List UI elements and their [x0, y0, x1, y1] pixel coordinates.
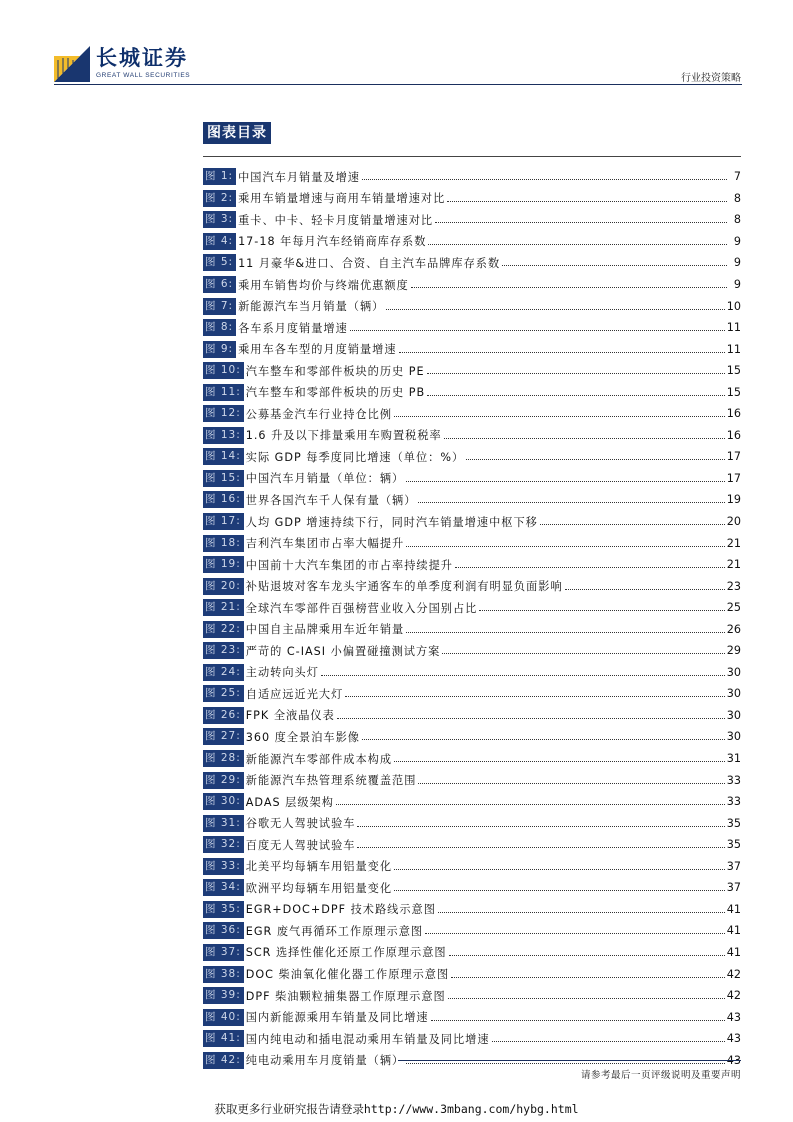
- toc-dot-leader: [427, 395, 725, 396]
- toc-entry[interactable]: [203, 446, 741, 468]
- toc-entry-label: 图 42:: [203, 1052, 244, 1069]
- toc-entry-title: EGR+DOC+DPF 技术路线示意图: [245, 903, 436, 917]
- toc-entry-label: 图 7:: [203, 298, 236, 315]
- toc-entry-title: 乘用车各车型的月度销量增速: [238, 343, 397, 357]
- toc-entry-title: 中国汽车月销量（单位：辆）: [245, 472, 405, 486]
- toc-entry-title: 1.6 升及以下排量乘用车购置税税率: [245, 429, 442, 443]
- toc-dot-leader: [451, 977, 725, 978]
- toc-entry-title: 汽车整车和零部件板块的历史 PB: [245, 386, 426, 400]
- toc-entry-title: 自适应远近光大灯: [245, 687, 344, 701]
- company-logo-icon: [54, 46, 90, 82]
- toc-entry-label: 图 29:: [203, 772, 244, 789]
- toc-entry-title: 纯电动乘用车月度销量（辆）: [245, 1054, 405, 1068]
- toc-entry-page: 29: [726, 644, 741, 658]
- toc-entry-page: 11: [726, 342, 741, 356]
- figure-toc-list: [203, 166, 741, 1071]
- toc-title: 图表目录: [203, 122, 271, 144]
- toc-entry-label: 图 35:: [203, 901, 244, 918]
- toc-entry-page: 30: [726, 708, 741, 722]
- toc-dot-leader: [492, 1041, 725, 1042]
- toc-dot-leader: [336, 804, 725, 805]
- toc-entry-label: 图 20:: [203, 578, 244, 595]
- toc-entry-label: 图 16:: [203, 491, 244, 508]
- toc-entry-label: 图 9:: [203, 341, 236, 358]
- toc-dot-leader: [449, 955, 725, 956]
- toc-entry-page: 10: [726, 299, 741, 313]
- toc-dot-leader: [418, 783, 724, 784]
- toc-entry-page: 37: [726, 881, 741, 895]
- toc-entry-page: 16: [726, 428, 741, 442]
- toc-entry-title: 百度无人驾驶试验车: [245, 838, 356, 852]
- toc-entry-page: 26: [726, 622, 741, 636]
- toc-entry-title: 公募基金汽车行业持仓比例: [245, 407, 393, 421]
- toc-entry-page: 33: [726, 773, 741, 787]
- toc-entry-title: 国内纯电动和插电混动乘用车销量及同比增速: [245, 1032, 490, 1046]
- toc-dot-leader: [362, 179, 727, 180]
- header-divider: [54, 84, 742, 85]
- toc-entry-title: 吉利汽车集团市占率大幅提升: [245, 537, 405, 551]
- toc-entry-page: 35: [726, 838, 741, 852]
- toc-entry-label: 图 11:: [203, 384, 244, 401]
- brand-name-cn: 长城证券: [96, 45, 188, 70]
- toc-entry[interactable]: [203, 748, 741, 770]
- toc-entry-page: 16: [726, 407, 741, 421]
- toc-entry[interactable]: [203, 899, 741, 921]
- toc-dot-leader: [479, 610, 724, 611]
- toc-dot-leader: [540, 524, 725, 525]
- toc-entry-title: 17-18 年每月汽车经销商库存系数: [238, 235, 427, 249]
- toc-entry[interactable]: [203, 597, 741, 619]
- toc-dot-leader: [418, 502, 724, 503]
- toc-entry-label: 图 12:: [203, 405, 244, 422]
- toc-entry[interactable]: [203, 338, 741, 360]
- toc-dot-leader: [466, 459, 725, 460]
- toc-entry[interactable]: [203, 188, 741, 210]
- toc-entry-page: 9: [733, 278, 741, 291]
- toc-dot-leader: [565, 589, 725, 590]
- toc-entry[interactable]: [203, 963, 741, 985]
- toc-entry-title: 中国汽车月销量及增速: [238, 170, 360, 184]
- toc-entry[interactable]: [203, 511, 741, 533]
- toc-entry-title: 各车系月度销量增速: [238, 321, 348, 335]
- toc-entry-title: 欧洲平均每辆车用铝量变化: [245, 881, 393, 895]
- brand-name-en: GREAT WALL SECURITIES: [96, 72, 191, 79]
- toc-entry-page: 42: [726, 967, 741, 981]
- toc-dot-leader: [427, 373, 725, 374]
- toc-entry-label: 图 37:: [203, 944, 244, 961]
- toc-entry-title: 11 月豪华&进口、合资、自主汽车品牌库存系数: [238, 256, 501, 270]
- toc-entry-title: 360 度全景泊车影像: [245, 730, 360, 744]
- toc-entry-title: 乘用车销量增速与商用车销量增速对比: [238, 192, 446, 206]
- toc-entry-page: 41: [726, 924, 741, 938]
- toc-entry[interactable]: [203, 425, 741, 447]
- toc-entry[interactable]: [203, 554, 741, 576]
- toc-entry-title: 全球汽车零部件百强榜营业收入分国别占比: [245, 601, 478, 615]
- toc-entry-label: 图 17:: [203, 513, 244, 530]
- toc-entry-page: 30: [726, 665, 741, 679]
- toc-dot-leader: [399, 352, 725, 353]
- toc-entry-title: 新能源汽车当月销量（辆）: [238, 300, 385, 314]
- toc-entry-page: 23: [726, 579, 741, 593]
- toc-entry-label: 图 31:: [203, 815, 244, 832]
- toc-entry-label: 图 6:: [203, 276, 236, 293]
- toc-entry-page: 31: [726, 752, 741, 766]
- toc-entry-page: 37: [726, 859, 741, 873]
- toc-entry-label: 图 22:: [203, 621, 244, 638]
- toc-entry-page: 9: [733, 234, 741, 248]
- toc-entry[interactable]: [203, 791, 741, 813]
- toc-entry[interactable]: [203, 856, 741, 878]
- toc-entry-label: 图 40:: [203, 1009, 244, 1026]
- toc-entry-page: 43: [726, 1010, 741, 1024]
- toc-entry-label: 图 15:: [203, 470, 244, 487]
- toc-entry-page: 17: [726, 450, 741, 464]
- toc-entry[interactable]: [203, 877, 741, 899]
- toc-entry-page: 25: [726, 601, 741, 615]
- toc-entry-page: 43: [726, 1032, 741, 1046]
- toc-dot-leader: [357, 826, 724, 827]
- toc-entry-title: DPF 柴油颗粒捕集器工作原理示意图: [245, 989, 446, 1003]
- toc-entry-page: 30: [726, 730, 741, 744]
- report-type: 行业投资策略: [681, 73, 741, 84]
- toc-entry-page: 43: [726, 1053, 741, 1067]
- toc-dot-leader: [435, 222, 727, 223]
- toc-entry[interactable]: [203, 274, 741, 296]
- toc-dot-leader: [406, 546, 725, 547]
- toc-entry-label: 图 1:: [203, 168, 236, 185]
- toc-entry-label: 图 8:: [203, 319, 236, 336]
- toc-entry-label: 图 5:: [203, 254, 236, 271]
- toc-entry-label: 图 30:: [203, 793, 244, 810]
- toc-entry[interactable]: [203, 1006, 741, 1028]
- toc-entry[interactable]: [203, 662, 741, 684]
- toc-entry[interactable]: [203, 705, 741, 727]
- bottom-ad-link[interactable]: 获取更多行业研究报告请登录http://www.3mbang.com/hybg.html: [214, 1102, 579, 1116]
- toc-entry[interactable]: [203, 468, 741, 490]
- toc-entry[interactable]: [203, 942, 741, 964]
- toc-title-divider: [203, 156, 741, 157]
- footer-divider: [398, 1060, 741, 1061]
- toc-entry-page: 33: [726, 795, 741, 809]
- toc-entry-title: 补贴退坡对客车龙头宇通客车的单季度利润有明显负面影响: [245, 580, 563, 594]
- toc-entry-label: 图 26:: [203, 707, 244, 724]
- toc-entry-label: 图 27:: [203, 728, 244, 745]
- toc-entry-title: 实际 GDP 每季度同比增速（单位：%）: [245, 450, 465, 464]
- toc-dot-leader: [357, 847, 724, 848]
- toc-entry-label: 图 2:: [203, 190, 236, 207]
- toc-entry[interactable]: [203, 1028, 741, 1050]
- toc-entry-label: 图 32:: [203, 836, 244, 853]
- toc-entry[interactable]: [203, 920, 741, 942]
- toc-entry-page: 35: [726, 816, 741, 830]
- toc-entry[interactable]: [203, 726, 741, 748]
- toc-entry-label: 图 36:: [203, 922, 244, 939]
- toc-entry[interactable]: [203, 532, 741, 554]
- toc-dot-leader: [447, 201, 727, 202]
- toc-entry[interactable]: [203, 985, 741, 1007]
- toc-dot-leader: [431, 1020, 725, 1021]
- toc-entry-title: 乘用车销售均价与终端优惠额度: [238, 278, 409, 292]
- toc-dot-leader: [345, 696, 724, 697]
- toc-entry-page: 20: [726, 515, 741, 529]
- toc-entry[interactable]: [203, 360, 741, 382]
- toc-entry[interactable]: [203, 317, 741, 339]
- toc-entry-label: 图 19:: [203, 556, 244, 573]
- toc-entry-label: 图 39:: [203, 987, 244, 1004]
- toc-dot-leader: [386, 309, 724, 310]
- toc-dot-leader: [394, 890, 725, 891]
- toc-dot-leader: [438, 912, 725, 913]
- toc-entry[interactable]: [203, 834, 741, 856]
- toc-entry-title: 国内新能源乘用车销量及同比增速: [245, 1011, 429, 1025]
- toc-entry-title: 重卡、中卡、轻卡月度销量增速对比: [238, 213, 434, 227]
- toc-entry[interactable]: [203, 489, 741, 511]
- toc-entry-title: 人均 GDP 增速持续下行，同时汽车销量增速中枢下移: [245, 515, 538, 529]
- toc-dot-leader: [362, 739, 725, 740]
- toc-entry-page: 30: [726, 687, 741, 701]
- toc-dot-leader: [394, 761, 725, 762]
- toc-entry[interactable]: [203, 769, 741, 791]
- toc-entry[interactable]: [203, 209, 741, 231]
- toc-entry-label: 图 3:: [203, 211, 236, 228]
- toc-entry-title: 汽车整车和零部件板块的历史 PE: [245, 364, 425, 378]
- toc-entry-title: 世界各国汽车千人保有量（辆）: [245, 493, 417, 507]
- toc-entry-title: SCR 选择性催化还原工作原理示意图: [245, 946, 447, 960]
- toc-dot-leader: [411, 287, 727, 288]
- toc-entry-page: 15: [726, 385, 741, 399]
- toc-entry-title: ADAS 层级架构: [245, 795, 334, 809]
- toc-entry-page: 9: [733, 256, 741, 270]
- toc-dot-leader: [406, 1063, 725, 1064]
- toc-entry-page: 17: [726, 471, 741, 485]
- toc-entry[interactable]: [203, 403, 741, 425]
- toc-entry[interactable]: [203, 575, 741, 597]
- toc-entry-label: 图 41:: [203, 1030, 244, 1047]
- toc-entry-page: 42: [726, 989, 741, 1003]
- toc-entry-label: 图 23:: [203, 642, 244, 659]
- toc-entry-page: 15: [726, 364, 741, 378]
- toc-entry-page: 41: [726, 945, 741, 959]
- toc-entry[interactable]: [203, 683, 741, 705]
- footer-disclaimer: 请参考最后一页评级说明及重要声明: [580, 1070, 741, 1081]
- toc-dot-leader: [406, 632, 725, 633]
- toc-dot-leader: [442, 653, 724, 654]
- toc-dot-leader: [425, 933, 725, 934]
- toc-entry[interactable]: [203, 812, 741, 834]
- toc-dot-leader: [444, 438, 725, 439]
- toc-entry[interactable]: [203, 166, 741, 188]
- toc-entry-label: 图 33:: [203, 858, 244, 875]
- toc-entry-page: 8: [733, 213, 741, 227]
- toc-dot-leader: [455, 567, 725, 568]
- toc-dot-leader: [394, 416, 725, 417]
- toc-entry-page: 7: [733, 170, 741, 184]
- toc-entry-title: 中国自主品牌乘用车近年销量: [245, 623, 405, 637]
- toc-dot-leader: [428, 244, 727, 245]
- toc-entry-title: EGR 废气再循环工作原理示意图: [245, 924, 424, 938]
- toc-dot-leader: [321, 675, 725, 676]
- toc-entry-page: 11: [726, 321, 741, 335]
- toc-entry-label: 图 10:: [203, 362, 244, 379]
- toc-dot-leader: [448, 998, 725, 999]
- toc-entry-page: 8: [733, 191, 741, 205]
- toc-entry-title: 严苛的 C-IASI 小偏置碰撞测试方案: [245, 644, 441, 658]
- toc-entry-page: 21: [726, 536, 741, 550]
- toc-entry-title: FPK 全液晶仪表: [245, 709, 335, 723]
- toc-entry-title: 新能源汽车零部件成本构成: [245, 752, 393, 766]
- toc-entry-label: 图 18:: [203, 535, 244, 552]
- toc-entry-title: 中国前十大汽车集团的市占率持续提升: [245, 558, 453, 572]
- toc-entry-title: 谷歌无人驾驶试验车: [245, 817, 356, 831]
- toc-entry[interactable]: [203, 252, 741, 274]
- toc-dot-leader: [350, 330, 725, 331]
- toc-entry-page: 19: [726, 493, 741, 507]
- toc-dot-leader: [502, 265, 727, 266]
- toc-dot-leader: [337, 718, 725, 719]
- toc-dot-leader: [406, 481, 725, 482]
- toc-entry-label: 图 34:: [203, 879, 244, 896]
- toc-entry-label: 图 21:: [203, 599, 244, 616]
- toc-entry-title: 主动转向头灯: [245, 666, 319, 680]
- toc-entry[interactable]: [203, 231, 741, 253]
- toc-dot-leader: [394, 869, 725, 870]
- toc-entry[interactable]: [203, 618, 741, 640]
- toc-entry[interactable]: [203, 640, 741, 662]
- toc-entry-label: 图 25:: [203, 685, 244, 702]
- toc-entry-title: 新能源汽车热管理系统覆盖范围: [245, 774, 417, 788]
- toc-entry-label: 图 28:: [203, 750, 244, 767]
- toc-entry-label: 图 14:: [203, 448, 244, 465]
- toc-entry[interactable]: [203, 295, 741, 317]
- toc-entry-page: 21: [726, 558, 741, 572]
- toc-entry-label: 图 4:: [203, 233, 236, 250]
- toc-entry-label: 图 38:: [203, 966, 244, 983]
- toc-entry-label: 图 24:: [203, 664, 244, 681]
- toc-entry[interactable]: [203, 381, 741, 403]
- toc-entry-page: 41: [726, 902, 741, 916]
- toc-entry-title: DOC 柴油氧化催化器工作原理示意图: [245, 968, 450, 981]
- toc-entry-title: 北美平均每辆车用铝量变化: [245, 860, 393, 874]
- toc-entry-label: 图 13:: [203, 427, 244, 444]
